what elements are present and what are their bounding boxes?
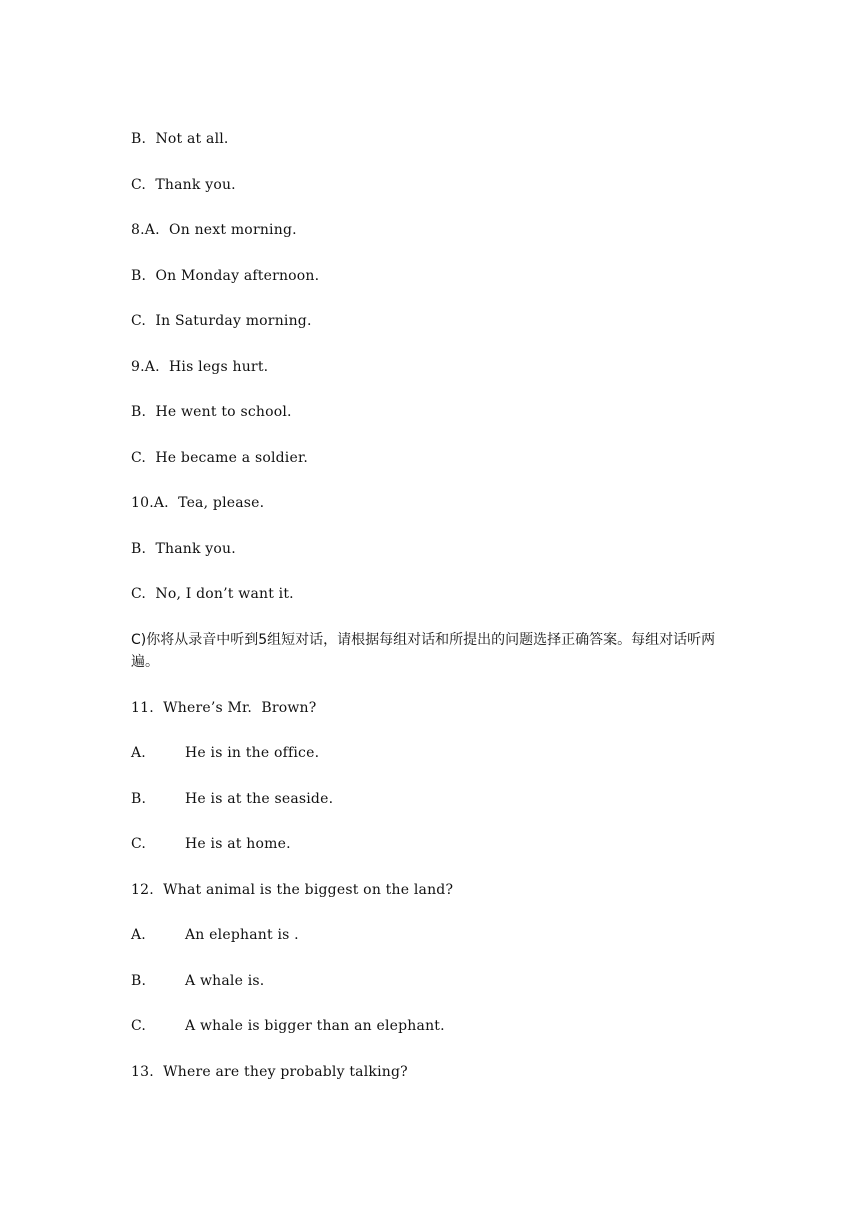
q12-question: 12. What animal is the biggest on the land? <box>131 882 454 898</box>
q9-option-a: 9.A. His legs hurt. <box>131 359 269 375</box>
q9-option-b: B. He went to school. <box>131 404 292 420</box>
q11-option-a-letter: A. <box>131 745 146 761</box>
q11-question: 11. Where’s Mr. Brown? <box>131 700 317 716</box>
q12-option-c-text: A whale is bigger than an elephant. <box>185 1018 445 1034</box>
q7-option-c: C. Thank you. <box>131 177 236 193</box>
q11-option-b-letter: B. <box>131 791 147 807</box>
q10-option-a: 10.A. Tea, please. <box>131 495 265 511</box>
q11-option-b-text: He is at the seaside. <box>185 791 334 807</box>
q11-option-c-text: He is at home. <box>185 836 291 852</box>
q12-option-c-letter: C. <box>131 1018 147 1034</box>
q8-option-b: B. On Monday afternoon. <box>131 268 320 284</box>
q8-option-a: 8.A. On next morning. <box>131 222 297 238</box>
q12-option-a-letter: A. <box>131 927 146 943</box>
q12-option-a-text: An elephant is . <box>185 927 299 943</box>
q12-option-b-letter: B. <box>131 973 147 989</box>
q11-option-a-text: He is in the office. <box>185 745 320 761</box>
q10-option-b: B. Thank you. <box>131 541 236 557</box>
q13-question: 13. Where are they probably talking? <box>131 1064 408 1080</box>
q8-option-c: C. In Saturday morning. <box>131 313 312 329</box>
q12-option-b-text: A whale is. <box>185 973 265 989</box>
q10-option-c: C. No, I don’t want it. <box>131 586 294 602</box>
q9-option-c: C. He became a soldier. <box>131 450 308 466</box>
q7-option-b: B. Not at all. <box>131 131 229 147</box>
q11-option-c-letter: C. <box>131 836 147 852</box>
section-c-instructions: C)你将从录音中听到5组短对话，请根据每组对话和所提出的问题选择正确答案。每组对话听两遍。 <box>131 632 716 670</box>
